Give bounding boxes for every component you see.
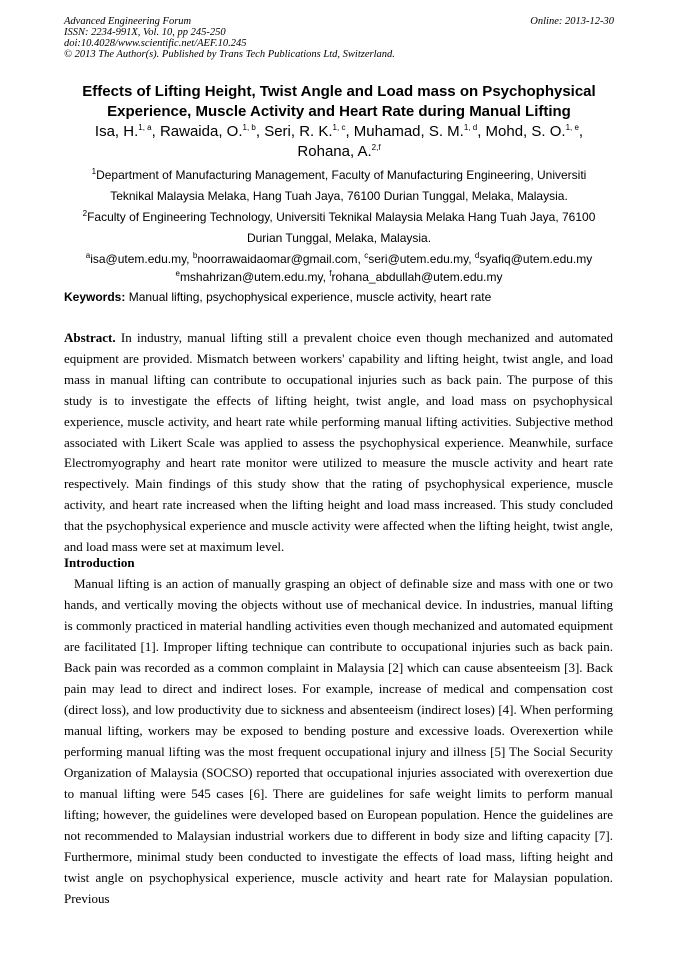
paper-title-line-2: Experience, Muscle Activity and Heart Rate during Manual Lifting [107, 103, 571, 120]
affiliation-2-line-2: Durian Tunggal, Melaka, Malaysia. [246, 231, 432, 245]
author-affiliation-mark: 1, a [138, 123, 152, 132]
abstract-text: In industry, manual lifting still a prevalent choice even though mechanized and automated equipment are provided. Mismatch between workers' capability and lifting height, twist angle, and load mass in manual lifting can contribute to occupational injuries such as back pain. The purpose of this study is to investigate the effects of lifting height, twist angle, and load mass on psychophysical experience, muscle activity, and heart rate while performing manual lifting activities. Subjective method associated with Likert Scale was applied to assess the psychophysical experience. Meanwhile, surface Electromyography and heart rate monitor were utilized to measure the muscle activity and heart rate respectively. Main findings of this study show that the rating of psychophysical experience, muscle activity, and heart rate increased when the lifting height and load mass increased. This study concluded that the psychophysical experience and muscle activity were affected when the lifting height, twist angle, and load mass were set at maximum level. [64, 330, 614, 555]
author-affiliation-mark: 1, d [463, 123, 478, 132]
email-link[interactable]: seri@utem.edu.my, [368, 252, 472, 266]
introduction-paragraph: Manual lifting is an action of manually grasping an object of definable size and mass with one or two hands, and vertically moving the objects without use of mechanical device. In industries, manual lifting is commonly practiced in material handling activities even though mechanized and automated equipment are facilitated [1]. Improper lifting technique can contribute to occupational injuries such as back pain. Back pain was recorded as a common complaint in Malaysia [2] which can cause absenteeism [3]. Back pain may lead to direct and indirect loses. For example, increase of medical and compensation cost (direct loss), and low productivity due to sickness and absenteeism (indirect loses) [4]. When performing manual lifting, workers may be exposed to bending posture and excessive loads. Overexertion while performing manual lifting was the most frequent occupational injury and illness [5] The Social Security Organization of Malaysia (SOCSO) reported that occupational injuries associated with overexertion due to manual lifting were 545 cases [6]. There are guidelines for safe weight limits to perform manual lifting; however, the guidelines were developed based on European population. Hence the guidelines are not recommended to Malaysian industrial workers due to different in body size and lifting capacity [7]. Furthermore, minimal study been conducted to investigate the effects of load mass, lifting height and twist angle on psychophysical experience, muscle activity and heart rate for Malaysian population. Previous [64, 576, 613, 906]
author-affiliation-mark: 1, b [242, 123, 256, 132]
keywords-label: Keywords: [64, 290, 126, 304]
author-name: Seri, R. K. [264, 123, 333, 140]
author-list-line-2 [40, 142, 638, 162]
author-name: Isa, H. [94, 123, 139, 140]
journal-issn: ISSN: 2234-991X, Vol. 10, pp 245-250 [64, 27, 226, 38]
author-affiliation-mark: 1, e [565, 123, 579, 132]
author-affiliation-mark: 2,f [371, 143, 381, 152]
email-link[interactable]: isa@utem.edu.my, [90, 252, 190, 266]
email-link[interactable]: syafiq@utem.edu.my [479, 252, 593, 266]
journal-doi: doi:10.4028/www.scientific.net/AEF.10.245 [64, 38, 247, 49]
author-list-line-1: Isa, H.$^{1, a}$, Rawaida, O.$^{1, b}$, Seri, R. K.$^{1, c}$, Muhamad, S. M.$^{1, d}$, Mohd, S. O.$^{1, e}$, [94, 123, 584, 140]
author-name: Mohd, S. O. [485, 123, 566, 140]
email-line-1: $^a$isa@utem.edu.my, $^b$noorrawaidaomar@gmail.com, $^c$seri@utem.edu.my, $^d$syafiq@utem.edu.my [85, 251, 593, 266]
keywords [64, 290, 491, 304]
abstract [64, 328, 613, 558]
email-link[interactable]: noorrawaidaomar@gmail.com, [197, 252, 361, 266]
email-link[interactable]: mshahrizan@utem.edu.my, [179, 270, 326, 284]
affiliation-2-line-1: $^2$Faculty of Engineering Technology, Universiti Teknikal Malaysia Melaka Hang Tuah Jaya, 76100 [82, 209, 596, 224]
journal-name: Advanced Engineering Forum [64, 16, 192, 27]
email-link[interactable]: rohana_abdullah@utem.edu.my [331, 270, 503, 284]
affiliation-1-line-2: Teknikal Malaysia Melaka, Hang Tuah Jaya, 76100 Durian Tunggal, Melaka, Malaysia. [110, 189, 568, 203]
keywords-text: Manual lifting, psychophysical experience, muscle activity, heart rate [128, 290, 492, 304]
paper-title-line-1: Effects of Lifting Height, Twist Angle and Load mass on Psychophysical [82, 83, 596, 100]
author-affiliation-mark: 1, c [332, 123, 346, 132]
abstract-label: Abstract. [64, 330, 116, 345]
affiliation-1-line-1: $^1$Department of Manufacturing Management, Faculty of Manufacturing Engineering, Universiti [91, 167, 587, 182]
copyright-notice: © 2013 The Author(s). Published by Trans Tech Publications Ltd, Switzerland. [64, 49, 395, 60]
author-name: Rawaida, O. [159, 123, 243, 140]
author-name: Rohana, A. [297, 143, 372, 160]
author-name: Muhamad, S. M. [353, 123, 464, 140]
email-line-2: $^e$mshahrizan@utem.edu.my, $^f$rohana_abdullah@utem.edu.my [175, 269, 503, 284]
online-date: Online: 2013-12-30 [530, 16, 614, 27]
section-heading-introduction: Introduction [64, 555, 135, 570]
